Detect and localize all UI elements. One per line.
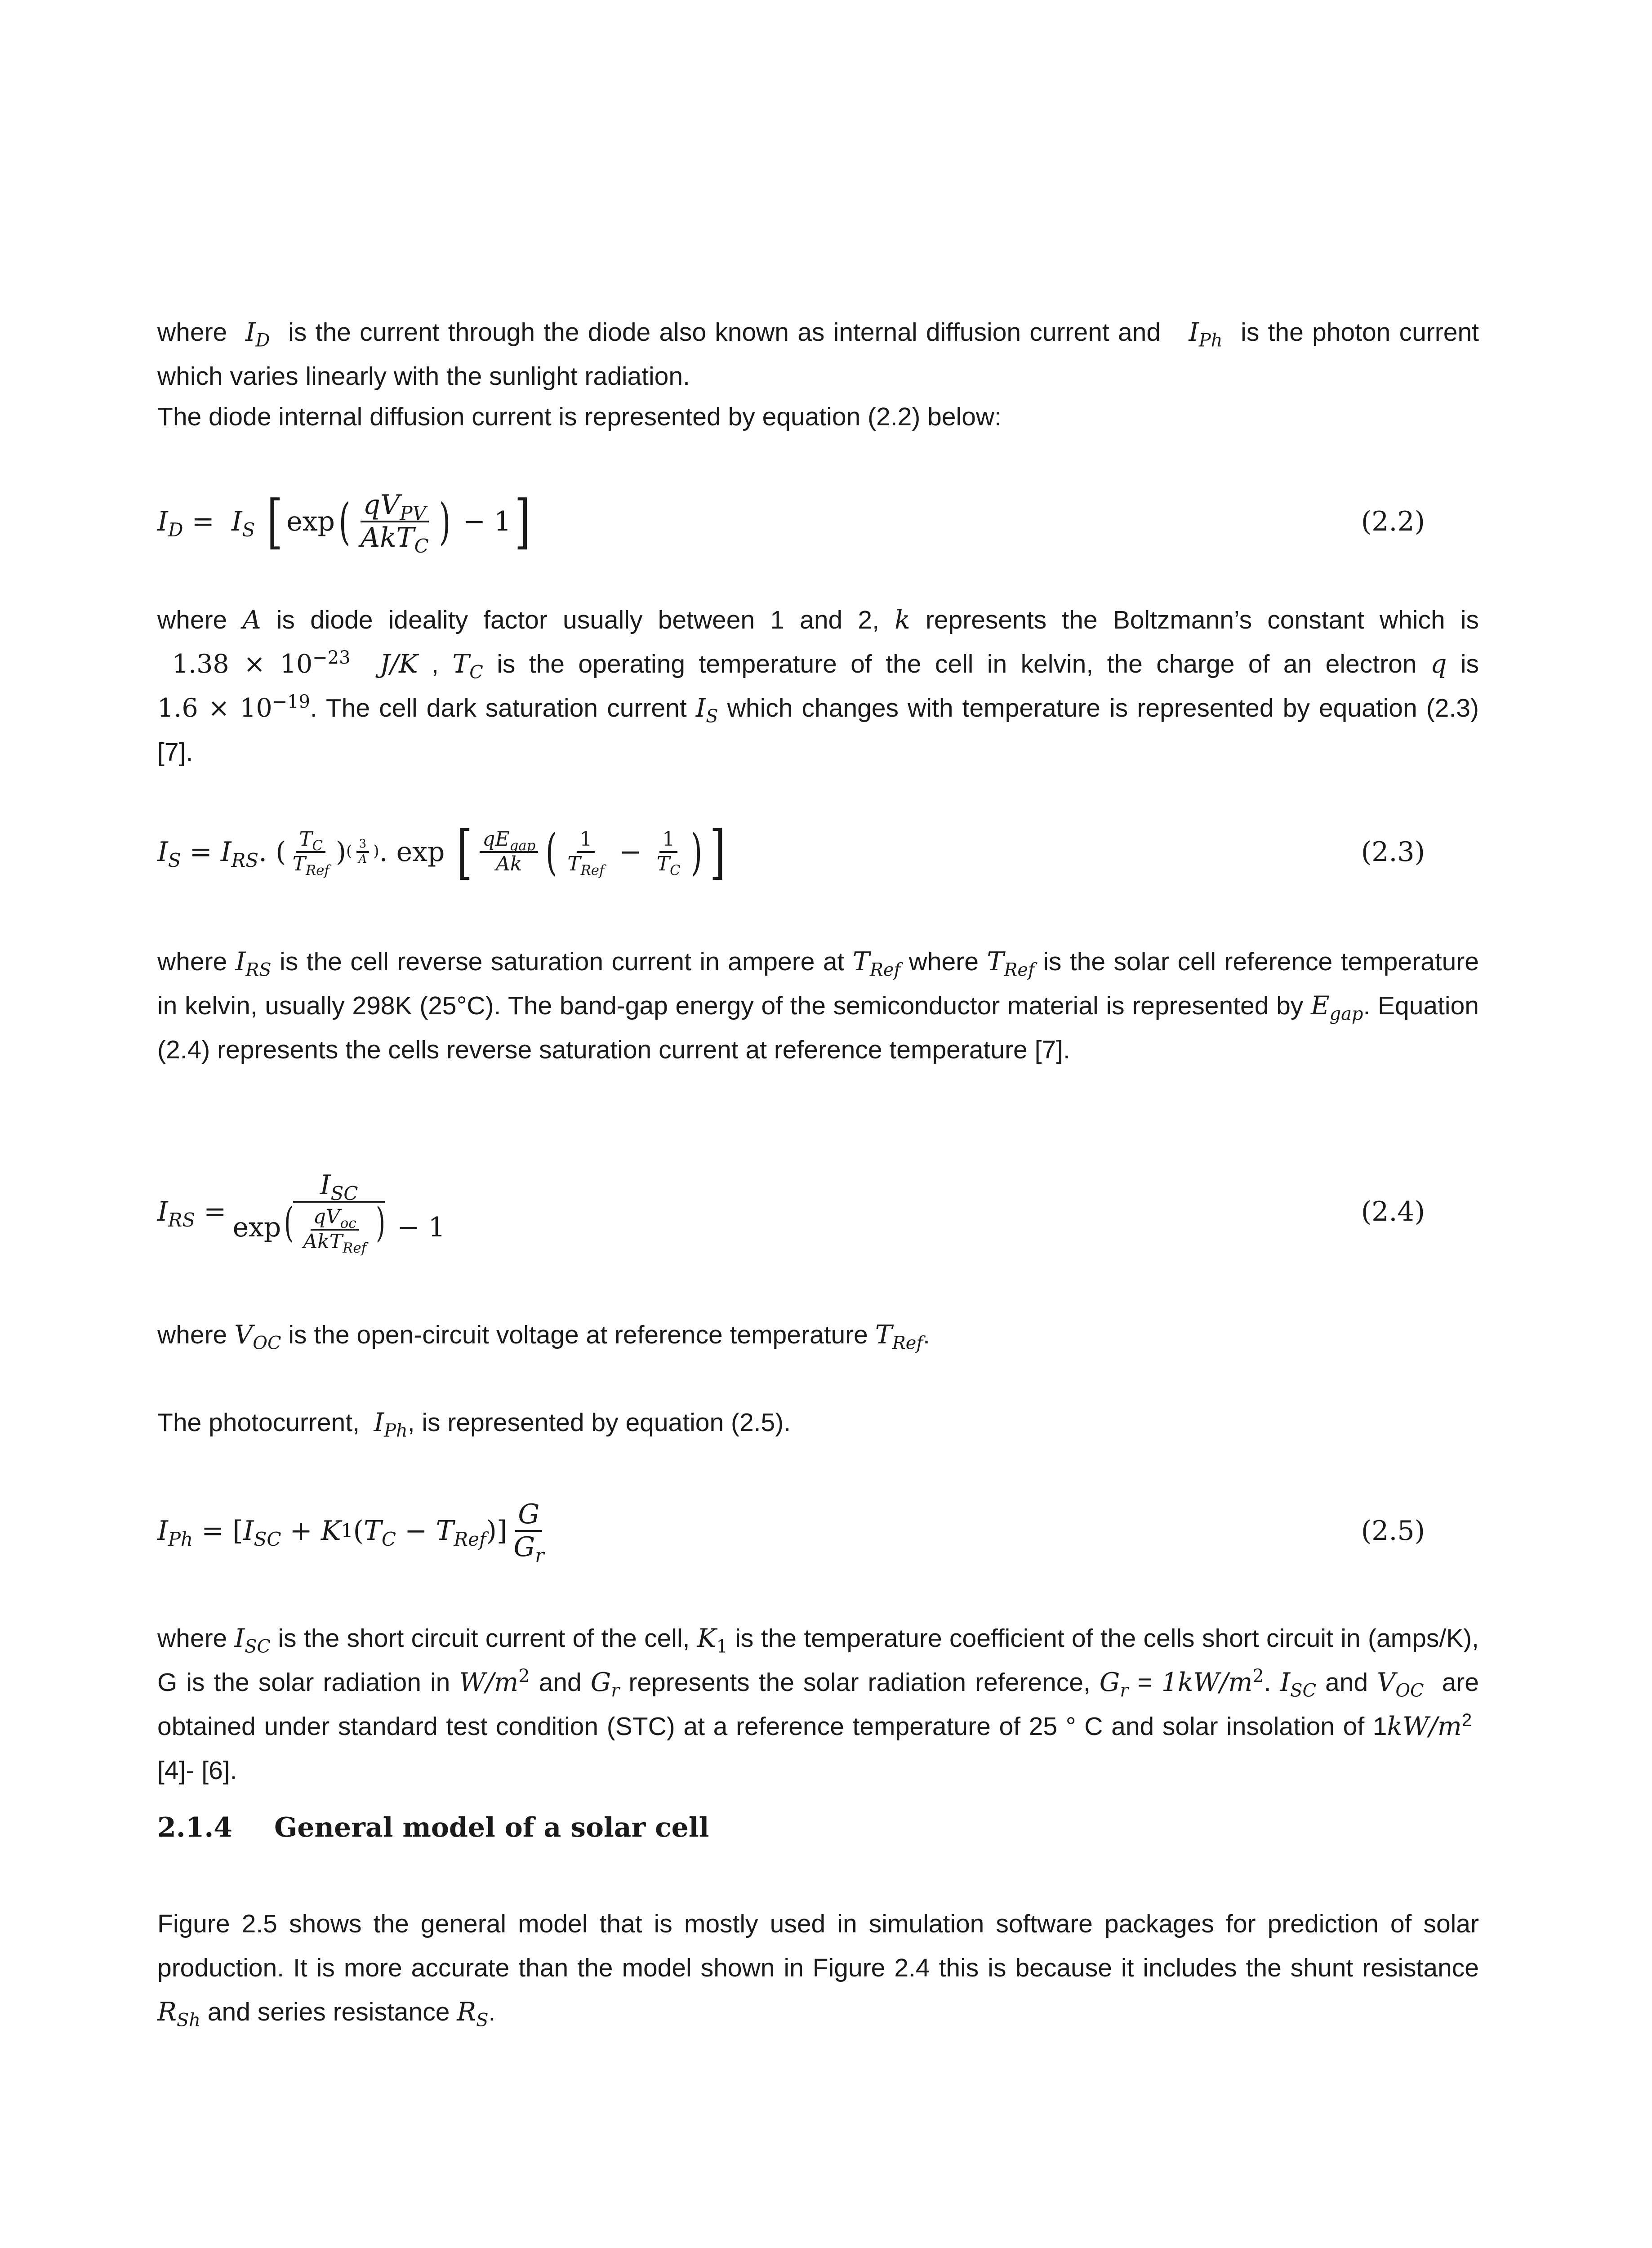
- equation-2-3: $I_S$ = $I_{RS}$ . ( $\frac{T_C}{T_{Ref}}$ ) ( $\frac{3}{A}$ ) . exp [ $\frac{qE_{gap}}{Ak}$ ( $\frac{1}{T_{Ref}}$ − $\frac{1}{T_C}$ ) ] (2.3): [157, 818, 1425, 886]
- paragraph-reverse-saturation: where $I_{RS}$ is the cell reverse saturation current in ampere at $T_{Ref}$ where $T_{Ref}$ is the solar cell reference temperature in kelvin, usually 298K (25°C). The band-gap energy of the semiconductor material is represented by $E_{gap}$. Equation (2.4) represents the cells reverse saturation current at reference temperature [7].: [157, 947, 1479, 1064]
- section-title: General model of a solar cell: [274, 1812, 709, 1843]
- paragraph-short-circuit: where $I_{SC}$ is the short circuit current of the cell, $K_1$ is the temperature coefficient of the cells short circuit in (amps/K), G is the solar radiation in $W/m^2$ and $G_r$ represents the solar radiation reference, $G_r = 1kW/m^2$. $I_{SC}$ and $V_{OC}$ are obtained under standard test condition (STC) at a reference temperature of 25 ° C and solar insolation of $1kW/m^2$ [4]- [6].: [157, 1624, 1479, 1785]
- equation-number: (2.2): [1361, 506, 1425, 537]
- equation-2-4: $I_{RS}$ = $I_{SC}$ exp( $\frac{qV_{oc}}{AkT_{Ref}}$ ) − 1 (2.4): [157, 1169, 1425, 1256]
- section-number: 2.1.4: [157, 1812, 233, 1843]
- paragraph-ideality-factor: where A is diode ideality factor usually between 1 and 2, k represents the Boltzmann’s constant which is $1.38 \times 10^{-23}$ J/K , $T_C$ is the operating temperature of the cell in kelvin, the charge of an electron q is $1.6 \times 10^{-19}$. The cell dark saturation current $I_S$ which changes with temperature is represented by equation (2.3) [7].: [157, 605, 1479, 767]
- equation-2-5: $I_{Ph}$ = [ $I_{SC}$ + K 1 ( $T_C$ − $T_{Ref}$ )] $\frac{G}{G_r}$ (2.5): [157, 1499, 1425, 1566]
- equation-2-2: $I_D$ = $I_S$ [ exp ( $\frac{qV_{PV}}{AkT_C}$ ) − 1 ] (2.2): [157, 487, 1425, 557]
- section-heading: [157, 1812, 709, 1843]
- paragraph-general-model: Figure 2.5 shows the general model that is mostly used in simulation software packages for prediction of solar production. It is more accurate than the model shown in Figure 2.4 this is because it includes the shunt resistance $R_{Sh}$ and series resistance $R_S$.: [157, 1909, 1479, 2031]
- equation-number: (2.4): [1361, 1196, 1425, 1227]
- paragraph-open-circuit: where $V_{OC}$ is the open-circuit voltage at reference temperature $T_{Ref}$.: [157, 1320, 930, 1354]
- paragraph-diode-current: where $I_D$ is the current through the diode also known as internal diffusion current and $I_{Ph}$ is the photon current which varies linearly with the sunlight radiation.: [157, 317, 1479, 391]
- equation-number: (2.5): [1361, 1515, 1425, 1547]
- paragraph-photocurrent: The photocurrent, $I_{Ph}$, is represented by equation (2.5).: [157, 1408, 791, 1441]
- equation-number: (2.3): [1361, 836, 1425, 868]
- paragraph-eq22-intro: The diode internal diffusion current is represented by equation (2.2) below:: [157, 402, 1002, 431]
